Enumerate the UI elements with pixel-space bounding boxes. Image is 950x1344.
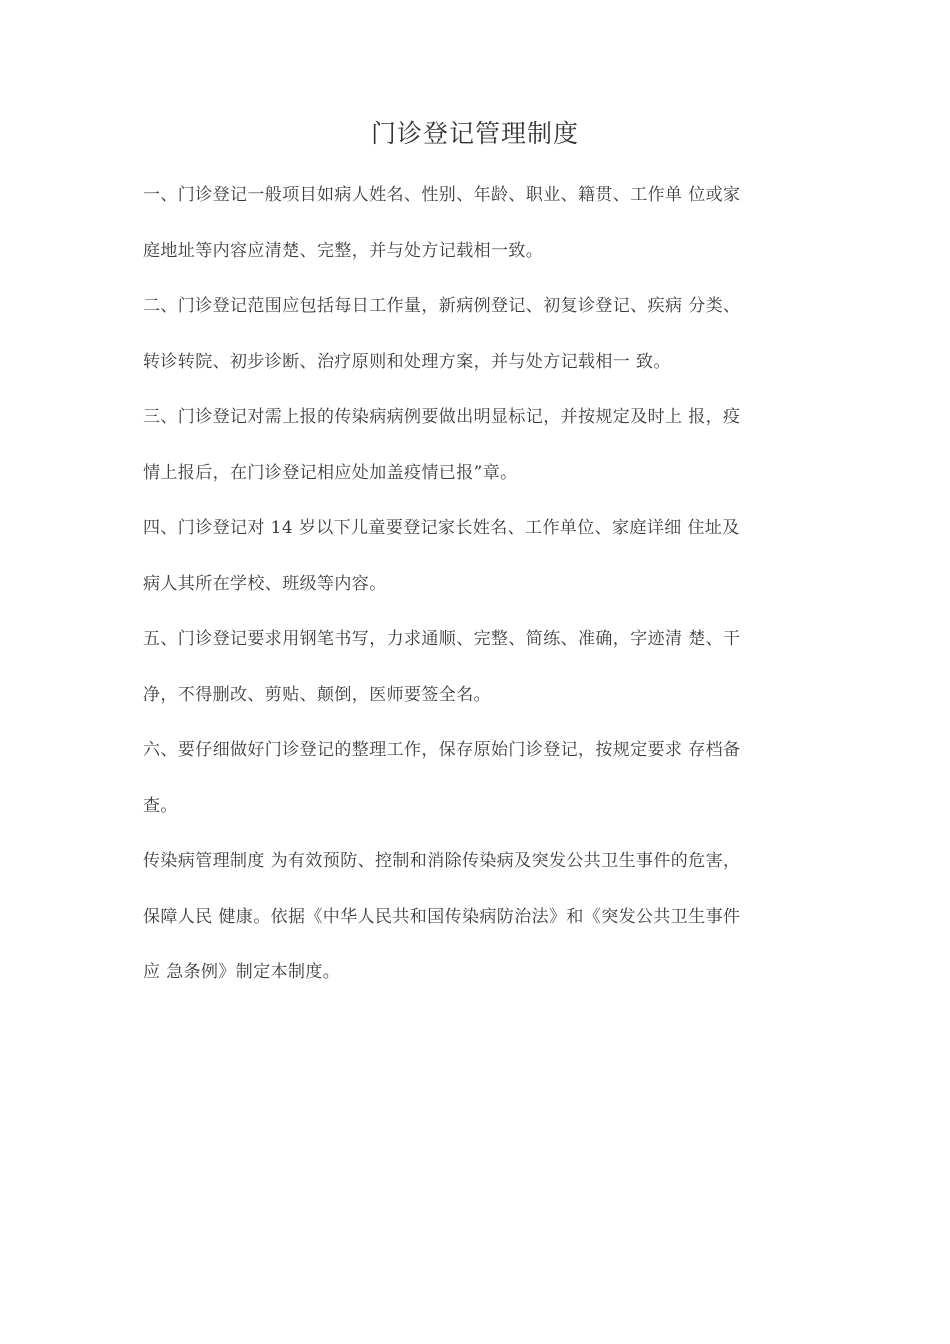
paragraph-7 [143, 834, 823, 1001]
paragraph-line: 二、门诊登记范围应包括每日工作量，新病例登记、初复诊登记、疾病 分类、 [143, 296, 741, 316]
paragraph-line: 三、门诊登记对需上报的传染病病例要做出明显标记，并按规定及时上 报，疫 [143, 407, 741, 427]
paragraph-line: 六、要仔细做好门诊登记的整理工作，保存原始门诊登记，按规定要求 存档备 [143, 740, 741, 760]
paragraph-6 [143, 723, 823, 834]
paragraph-line: 转诊转院、初步诊断、治疗原则和处理方案，并与处方记载相一 致。 [143, 351, 671, 372]
paragraph-line: 净，不得删改、剪贴、颠倒，医师要签全名。 [143, 684, 491, 705]
paragraph-line: 庭地址等内容应清楚、完整，并与处方记载相一致。 [143, 240, 544, 261]
paragraph-1 [143, 168, 823, 279]
paragraph-3 [143, 390, 823, 501]
paragraph-line: 查。 [143, 795, 178, 816]
paragraph-line: 情上报后，在门诊登记相应处加盖疫情已报”章。 [143, 462, 518, 483]
document-body [143, 168, 823, 1001]
paragraph-line: 病人其所在学校、班级等内容。 [143, 573, 387, 594]
paragraph-line: 一、门诊登记一般项目如病人姓名、性别、年龄、职业、籍贯、工作单 位或家 [143, 185, 741, 205]
paragraph-line: 传染病管理制度 为有效预防、控制和消除传染病及突发公共卫生事件的危害， [143, 851, 741, 871]
paragraph-line: 应 急条例》制定本制度。 [143, 962, 341, 982]
paragraph-2 [143, 279, 823, 390]
paragraph-line: 五、门诊登记要求用钢笔书写，力求通顺、完整、简练、准确，字迹清 楚、干 [143, 629, 741, 649]
paragraph-5 [143, 612, 823, 723]
paragraph-4 [143, 501, 823, 612]
document-title: 门诊登记管理制度 [370, 119, 579, 148]
paragraph-line: 保障人民 健康。依据《中华人民共和国传染病防治法》和《突发公共卫生事件 [143, 906, 741, 927]
paragraph-line: 四、门诊登记对 14 岁以下儿童要登记家长姓名、工作单位、家庭详细 住址及 [143, 518, 740, 538]
